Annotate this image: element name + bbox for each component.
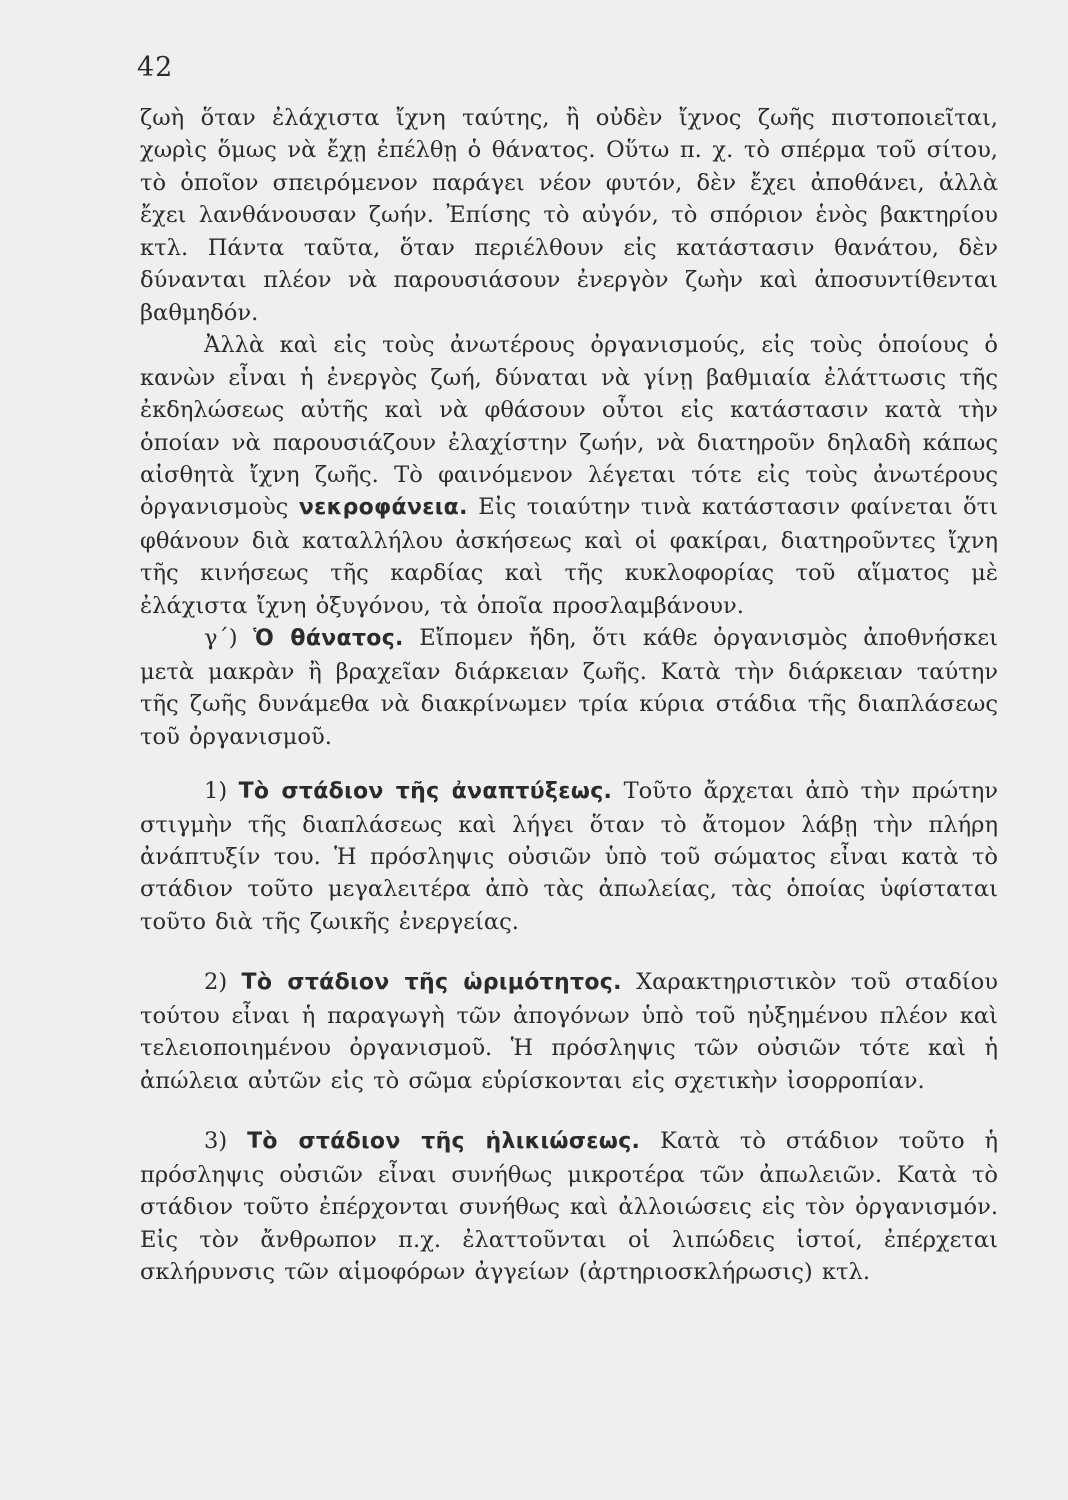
stage-text: Τοῦτο ἄρχεται ἀπὸ τὴν πρώτην στιγμὴν τῆς διαπλάσεως καὶ λήγει ὅταν τὸ ἄτομον λάβῃ τὴν πλήρη ἀνάπτυξίν του. Ἡ πρόσληψις οὐσιῶν ὑπὸ τοῦ σώματος εἶναι κατὰ τὸ στάδιον τοῦτο μεγαλειτέρα ἀπὸ τὰς ἀπωλείας, τὰς ὁποίας ὑφίσταται τοῦτο διὰ τῆς ζωικῆς ἐνεργείας. <box>140 778 998 935</box>
stage-heading: Τὸ στάδιον τῆς ἡλικιώσεως. <box>247 1129 641 1155</box>
stage-number: 2) <box>204 969 228 996</box>
stage-number: 3) <box>204 1128 228 1155</box>
stage-text: Κατὰ τὸ στάδιον τοῦτο ἡ πρόσληψις οὐσιῶν εἶναι συνήθως μικροτέρα τῶν ἀπωλειῶν. Κατὰ τὸ στάδιον τοῦτο ἐπέρχονται συνήθως καὶ ἀλλοιώσεις εἰς τὸν ὀργανισμόν. Εἰς τὸν ἄνθρωπον π.χ. ἐλαττοῦνται οἱ λιπώδεις ἱστοί, ἐπέρχεται σκλήρυνσις τῶν αἱμοφόρων ἀγγείων (ἀρτηριοσκλήρωσις) κτλ. <box>140 1128 998 1285</box>
paragraph-text-pre: Ἀλλὰ καὶ εἰς τοὺς ἀνωτέρους ὀργανισμούς, εἰς τοὺς ὁποίους ὁ κανὼν εἶναι ἡ ἐνεργὸς ζωή, δύναται νὰ γίνῃ βαθμιαία ἐλάττωσις τῆς ἐκδηλώσεως αὐτῆς καὶ νὰ φθάσουν οὗτοι εἰς κατάστασιν κατὰ τὴν ὁποίαν νὰ παρουσιάζουν ἐλαχίστην ζωήν, νὰ διατηροῦν δηλαδὴ κάπως αἰσθητὰ ἴχνη ζωῆς. Τὸ φαινόμενον λέγεται τότε εἰς τοὺς ἀνωτέρους ὀργανισμοὺς <box>140 332 998 521</box>
stage-number: 1) <box>204 778 228 805</box>
stage-heading: Τὸ στάδιον τῆς ἀναπτύξεως. <box>238 779 613 805</box>
stage-maturity <box>140 966 998 1097</box>
paragraph-text-post: Εἰς τοιαύτην τινὰ κατάστασιν φαίνεται ὅτι φθάνουν διὰ καταλλήλου ἀσκήσεως καὶ οἱ φακίραι, διατηροῦντες ἴχνη τῆς κινήσεως τῆς καρδίας καὶ τῆς κυκλοφορίας τοῦ αἵματος μὲ ἐλάχιστα ἴχνη ὀξυγόνου, τὰ ὁποῖα προσλαμβάνουν. <box>140 494 998 619</box>
stage-heading: Τὸ στάδιον τῆς ὡριμότητος. <box>241 970 622 996</box>
stage-text: Χαρακτηριστικὸν τοῦ σταδίου τούτου εἶναι ἡ παραγωγὴ τῶν ἀπογόνων ὑπὸ τοῦ ηὐξημένου πλέον καὶ τελειοποιημένου ὀργανισμοῦ. Ἡ πρόσληψις τῶν οὐσιῶν τότε καὶ ἡ ἀπώλεια αὐτῶν εἰς τὸ σῶμα εὑρίσκονται εἰς σχετικὴν ἰσορροπίαν. <box>140 969 998 1094</box>
section-heading: Ὁ θάνατος. <box>253 626 404 652</box>
page-number: 42 <box>137 52 174 83</box>
paragraph-higher-organisms <box>140 329 998 622</box>
section-text: Εἴπομεν ἤδη, ὅτι κάθε ὀργανισμὸς ἀποθνήσκει μετὰ μακρὰν ἢ βραχεῖαν διάρκειαν ζωῆς. Κατὰ τὴν διάρκειαν ταύτην τῆς ζωῆς δυνάμεθα νὰ διακρίνωμεν τρία κύρια στάδια τῆς διαπλάσεως τοῦ ὀργανισμοῦ. <box>140 625 998 750</box>
section-death <box>140 622 998 753</box>
stage-aging <box>140 1125 998 1288</box>
body-text <box>140 102 998 1288</box>
stage-development <box>140 775 998 938</box>
paragraph-latent-life <box>140 102 998 329</box>
section-lead: γ΄) <box>204 625 238 652</box>
paragraph-text: ζωὴ ὅταν ἐλάχιστα ἴχνη ταύτης, ἢ οὐδὲν ἴχνος ζωῆς πιστοποιεῖται, χωρὶς ὅμως νὰ ἔχῃ ἐπέλθῃ ὁ θάνατος. Οὕτω π. χ. τὸ σπέρμα τοῦ σίτου, τὸ ὁποῖον σπειρόμενον παράγει νέον φυτόν, δὲν ἔχει ἀποθάνει, ἀλλὰ ἔχει λανθάνουσαν ζωήν. Ἐπίσης τὸ αὐγόν, τὸ σπόριον ἑνὸς βακτηρίου κτλ. Πάντα ταῦτα, ὅταν περιέλθουν εἰς κατάστασιν θανάτου, δὲν δύνανται πλέον νὰ παρουσιάσουν ἐνεργὸν ζωὴν καὶ ἀποσυντίθενται βαθμηδόν. <box>140 105 998 326</box>
term-nekrofaneia: νεκροφάνεια. <box>298 495 468 521</box>
